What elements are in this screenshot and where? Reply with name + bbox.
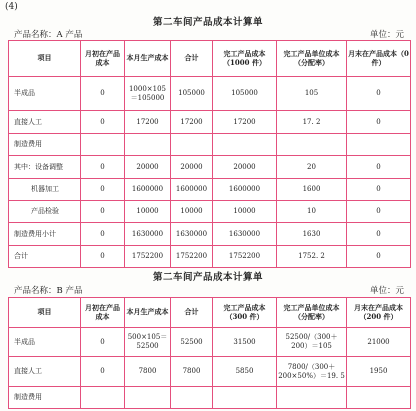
cell: 52500 [171,328,213,357]
row-label: 其中：设备调整 [9,156,81,179]
cell: 0 [81,156,125,179]
cell: 17. 2 [277,111,347,134]
cell: 1630000 [213,223,277,246]
table-header-row [9,298,411,328]
cell: 0 [347,77,411,111]
cell: 1600000 [171,179,213,201]
table-row [9,357,411,387]
table-header-row [9,41,411,77]
cell: 500×105＝52500 [125,328,171,357]
cell: 7800/（300＋200×50%）＝19. 5 [277,357,347,387]
cell [347,134,411,156]
cell: 5850 [213,357,277,387]
header-item: 项目 [9,298,81,328]
header-unit-cost: 完工产品单位成本（分配率） [277,298,347,328]
table-row [9,246,411,268]
table-row [9,387,411,409]
header-current-cost: 本月生产成本 [125,41,171,77]
table-row [9,156,411,179]
table1-unit: 单位：元 [369,30,404,40]
cell: 1950 [347,357,411,387]
table-row [9,328,411,357]
header-current-cost: 本月生产成本 [125,298,171,328]
cell [171,134,213,156]
cell: 0 [347,246,411,268]
cell [81,134,125,156]
row-label: 产品检验 [9,201,81,223]
table-row [9,179,411,201]
cell: 0 [81,328,125,357]
row-label: 制造费用小计 [9,223,81,246]
header-closing-wip: 月末在产品成本（0 件） [347,41,411,77]
cell [81,387,125,409]
cell: 0 [81,179,125,201]
cell: 7800 [125,357,171,387]
cell: 105000 [213,77,277,111]
cell [171,387,213,409]
cell: 105 [277,77,347,111]
cell: 0 [347,156,411,179]
section-label: (4) [5,2,18,12]
cell: 1752200 [171,246,213,268]
cell: 17200 [213,111,277,134]
cell: 0 [81,111,125,134]
header-unit-cost: 完工产品单位成本（分配率） [277,41,347,77]
table-row [9,77,411,111]
cost-table-b [8,297,411,409]
cell: 1600000 [213,179,277,201]
row-label: 制造费用 [9,134,81,156]
table2-title: 第二车间产品成本计算单 [152,272,263,283]
table-row [9,111,411,134]
table1-title: 第二车间产品成本计算单 [152,17,263,28]
cell: 1630000 [125,223,171,246]
cell: 10000 [125,201,171,223]
row-label: 直接人工 [9,357,81,387]
cell [213,134,277,156]
table-row [9,134,411,156]
cell: 1600 [277,179,347,201]
header-finished-cost: 完工产品成本（1000 件） [213,41,277,77]
cell: 17200 [125,111,171,134]
cell: 10000 [213,201,277,223]
cell: 0 [347,223,411,246]
cell: 21000 [347,328,411,357]
cell: 7800 [171,357,213,387]
cell: 20000 [213,156,277,179]
cell: 0 [347,179,411,201]
cell: 0 [81,357,125,387]
row-label: 制造费用 [9,387,81,409]
row-label: 机器加工 [9,179,81,201]
cell: 10 [277,201,347,223]
header-finished-cost: 完工产品成本（300 件） [213,298,277,328]
row-label: 半成品 [9,328,81,357]
cell: 1630 [277,223,347,246]
cell [277,387,347,409]
cell: 0 [347,111,411,134]
cell: 1752200 [213,246,277,268]
header-closing-wip: 月末在产品成本（200 件） [347,298,411,328]
cell: 20000 [125,156,171,179]
header-total: 合计 [171,41,213,77]
row-label: 合计 [9,246,81,268]
table2-unit: 单位：元 [369,286,404,296]
header-total: 合计 [171,298,213,328]
cell: 0 [81,201,125,223]
cell: 0 [81,246,125,268]
cell: 1600000 [125,179,171,201]
table-row [9,223,411,246]
cell: 0 [81,223,125,246]
cell: 17200 [171,111,213,134]
cell: 20 [277,156,347,179]
cell [213,387,277,409]
cell: 31500 [213,328,277,357]
row-label: 半成品 [9,77,81,111]
cell: 0 [81,77,125,111]
table2-product-name: 产品名称：B 产品 [14,286,83,296]
cell [125,387,171,409]
cell: 10000 [171,201,213,223]
cell: 1752200 [125,246,171,268]
table-row [9,201,411,223]
cell [125,134,171,156]
cell: 1630000 [171,223,213,246]
cell: 20000 [171,156,213,179]
cell [347,387,411,409]
header-opening-wip: 月初在产品成本 [81,41,125,77]
cell [277,134,347,156]
table1-product-name: 产品名称：A 产品 [14,30,83,40]
header-item: 项目 [9,41,81,77]
header-opening-wip: 月初在产品成本 [81,298,125,328]
cell: 105000 [171,77,213,111]
cost-table-a [8,40,411,268]
row-label: 直接人工 [9,111,81,134]
cell: 52500/（300＋200）＝105 [277,328,347,357]
cell: 1752. 2 [277,246,347,268]
cell: 1000×105＝105000 [125,77,171,111]
cell: 0 [347,201,411,223]
